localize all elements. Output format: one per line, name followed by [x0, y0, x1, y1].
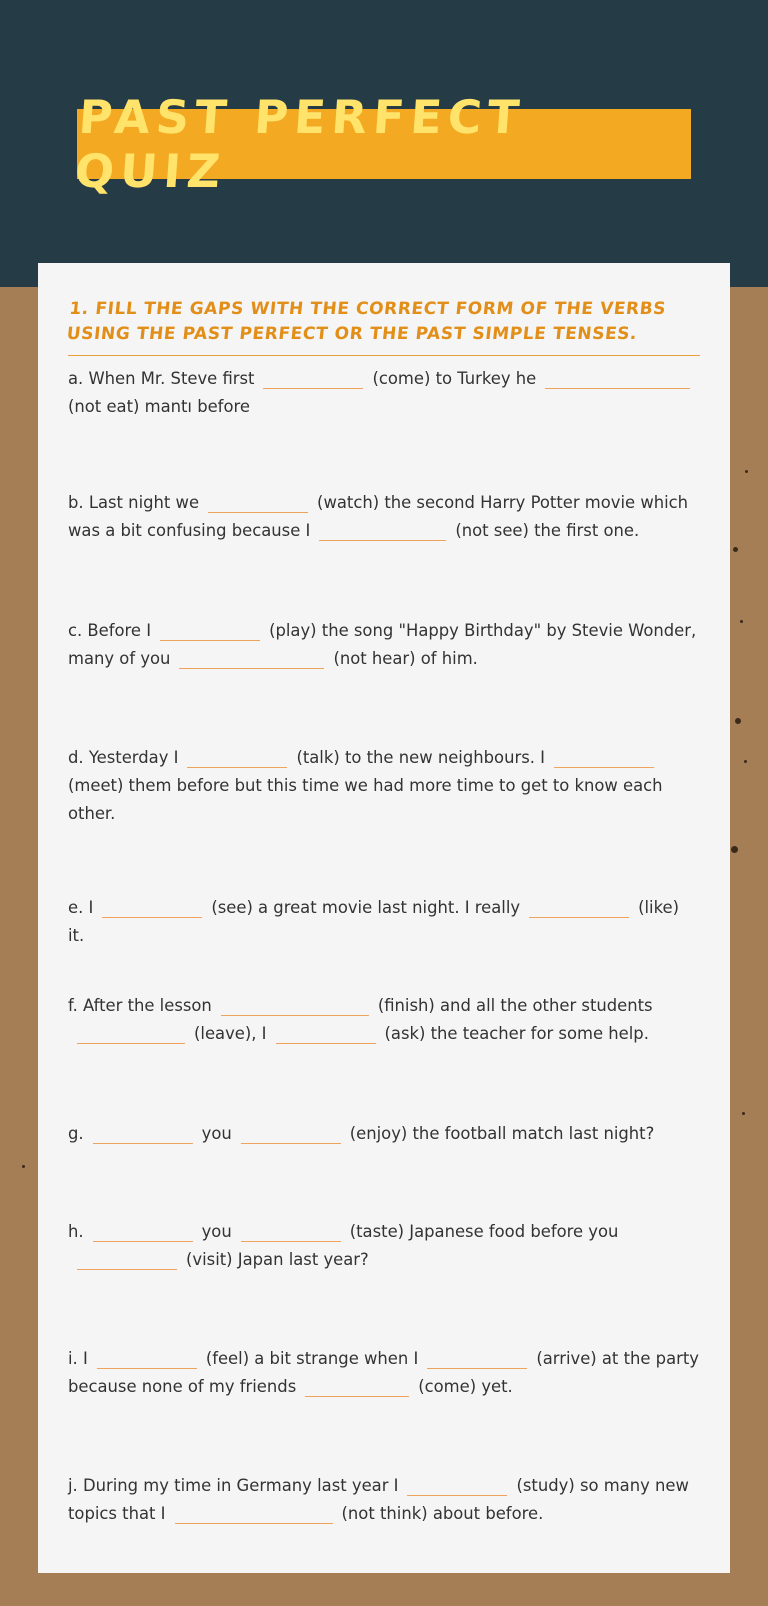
answer-blank[interactable]	[102, 899, 202, 918]
item-text: (finish) and all the other students	[377, 996, 653, 1015]
item-text: (talk) to the new neighbours. I	[296, 748, 545, 767]
answer-blank[interactable]	[77, 1251, 177, 1270]
answer-blank[interactable]	[179, 650, 324, 669]
quiz-item	[68, 1120, 700, 1148]
item-text: (enjoy) the football match last night?	[349, 1124, 655, 1143]
item-text: (not eat) mantı before	[68, 397, 250, 416]
quiz-item	[68, 1472, 700, 1528]
answer-blank[interactable]	[263, 370, 363, 389]
item-text: (watch) the second Harry Potter movie which was a bit confusing because I	[68, 493, 689, 540]
item-text: (leave), I	[194, 1024, 267, 1043]
quiz-item	[68, 1218, 700, 1274]
item-text: (meet) them before but this time we had more time to get to know each other.	[68, 776, 663, 823]
answer-blank[interactable]	[93, 1223, 193, 1242]
item-text: i. I	[68, 1349, 88, 1368]
item-text: (visit) Japan last year?	[186, 1250, 369, 1269]
answer-blank[interactable]	[407, 1477, 507, 1496]
answer-blank[interactable]	[187, 749, 287, 768]
answer-blank[interactable]	[241, 1223, 341, 1242]
divider	[68, 355, 700, 356]
item-text: d. Yesterday I	[68, 748, 179, 767]
item-text: (play) the song "Happy Birthday" by Stevie Wonder, many of you	[68, 621, 697, 668]
item-text: (not hear) of him.	[333, 649, 478, 668]
page-header	[0, 0, 768, 287]
answer-blank[interactable]	[241, 1125, 341, 1144]
item-text: you	[201, 1124, 232, 1143]
item-text: (feel) a bit strange when I	[205, 1349, 419, 1368]
answer-blank[interactable]	[529, 899, 629, 918]
item-text: you	[201, 1222, 232, 1241]
item-text: (ask) the teacher for some help.	[384, 1024, 649, 1043]
speckle	[740, 620, 743, 623]
answer-blank[interactable]	[545, 370, 690, 389]
page-title: PAST PERFECT QUIZ	[73, 90, 527, 198]
quiz-item	[68, 365, 700, 421]
quiz-card	[38, 263, 730, 1573]
quiz-item	[68, 489, 700, 545]
answer-blank[interactable]	[77, 1025, 185, 1044]
item-text: g.	[68, 1124, 84, 1143]
speckle	[731, 846, 738, 853]
item-text: b. Last night we	[68, 493, 200, 512]
answer-blank[interactable]	[93, 1125, 193, 1144]
item-text: a. When Mr. Steve first	[68, 369, 255, 388]
answer-blank[interactable]	[276, 1025, 376, 1044]
quiz-item	[68, 1345, 700, 1401]
speckle	[742, 1112, 745, 1115]
title-banner	[73, 90, 691, 198]
question-heading: 1. FILL THE GAPS WITH THE CORRECT FORM OF THE VERBS USING THE PAST PERFECT OR THE PAST SIMPLE TENSES.	[65, 299, 668, 344]
item-text: (study) so many new topics that I	[68, 1476, 689, 1523]
item-text: f. After the lesson	[68, 996, 212, 1015]
item-text: (see) a great movie last night. I really	[211, 898, 521, 917]
quiz-item	[68, 617, 700, 673]
speckle	[22, 1165, 25, 1168]
item-text: (taste) Japanese food before you	[349, 1222, 619, 1241]
answer-blank[interactable]	[175, 1505, 333, 1524]
item-text: c. Before I	[68, 621, 152, 640]
speckle	[744, 760, 747, 763]
item-text: (come) yet.	[418, 1377, 513, 1396]
quiz-item	[68, 744, 700, 828]
answer-blank[interactable]	[319, 522, 446, 541]
answer-blank[interactable]	[554, 749, 654, 768]
item-text: (come) to Turkey he	[372, 369, 537, 388]
item-text: (arrive) at the party because none of my friends	[68, 1349, 699, 1396]
item-text: (like) it.	[68, 898, 679, 945]
item-text: (not see) the first one.	[455, 521, 640, 540]
answer-blank[interactable]	[208, 494, 308, 513]
quiz-item	[68, 894, 700, 950]
speckle	[733, 547, 738, 552]
quiz-item	[68, 992, 700, 1048]
speckle	[745, 470, 748, 473]
answer-blank[interactable]	[160, 622, 260, 641]
item-text: h.	[68, 1222, 84, 1241]
speckle	[735, 718, 741, 724]
item-text: (not think) about before.	[341, 1504, 544, 1523]
answer-blank[interactable]	[427, 1350, 527, 1369]
answer-blank[interactable]	[221, 997, 369, 1016]
item-text: e. I	[68, 898, 94, 917]
item-text: j. During my time in Germany last year I	[68, 1476, 399, 1495]
answer-blank[interactable]	[305, 1378, 409, 1397]
answer-blank[interactable]	[97, 1350, 197, 1369]
